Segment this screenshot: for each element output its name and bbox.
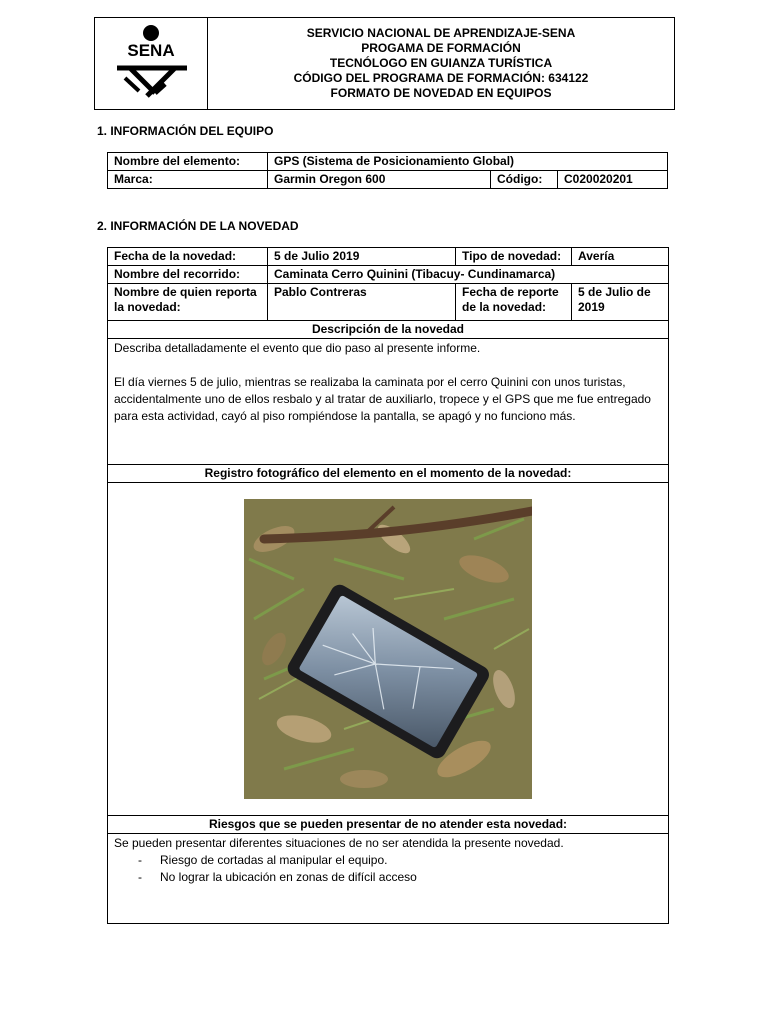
riesgo-item: - Riesgo de cortadas al manipular el equipo.	[160, 852, 662, 869]
logo-text: SENA	[127, 41, 175, 60]
riesgos-header: Riesgos que se pueden presentar de no atender esta novedad:	[108, 816, 669, 834]
header-line-5: FORMATO DE NOVEDAD EN EQUIPOS	[330, 86, 552, 100]
section-2-title: 2. INFORMACIÓN DE LA NOVEDAD	[97, 219, 299, 233]
header-line-2: PROGAMA DE FORMACIÓN	[361, 41, 521, 55]
descripcion-text: El día viernes 5 de julio, mientras se realizaba la caminata por el cerro Quinini con unos turistas, accidentalmente uno de ellos resbalo y al tratar de auxiliarlo, tropece y el GPS que me fue entregado para esta actividad, cayó al piso rompiéndose la pantalla, se apagó y no funciono más.	[114, 375, 651, 423]
descripcion-prompt: Describa detalladamente el evento que dio paso al presente informe.	[114, 341, 481, 355]
fecha-reporte-value: 5 de Julio de 2019	[572, 284, 669, 321]
codigo-label: Código:	[491, 171, 558, 189]
nombre-label: Nombre del elemento:	[108, 153, 268, 171]
nombre-value: GPS (Sistema de Posicionamiento Global)	[268, 153, 668, 171]
header-line-1: SERVICIO NACIONAL DE APRENDIZAJE-SENA	[306, 26, 576, 40]
sena-logo	[95, 18, 207, 105]
foto-cell	[108, 483, 669, 816]
riesgo-item: - No lograr la ubicación en zonas de difícil acceso	[160, 869, 662, 886]
tipo-value: Avería	[572, 248, 669, 266]
fecha-label: Fecha de la novedad:	[108, 248, 268, 266]
header-line-3: TECNÓLOGO EN GUIANZA TURÍSTICA	[329, 56, 553, 70]
riesgos-intro: Se pueden presentar diferentes situaciones de no ser atendida la presente novedad.	[114, 836, 564, 850]
novedad-table	[107, 247, 669, 924]
marca-value: Garmin Oregon 600	[268, 171, 491, 189]
header-table	[94, 17, 675, 110]
header-title-cell	[208, 18, 675, 110]
reporta-value: Pablo Contreras	[268, 284, 456, 321]
tipo-label: Tipo de novedad:	[456, 248, 572, 266]
equipment-table	[107, 152, 668, 189]
descripcion-header: Descripción de la novedad	[108, 321, 669, 339]
codigo-value: C020020201	[558, 171, 668, 189]
foto-header: Registro fotográfico del elemento en el momento de la novedad:	[108, 465, 669, 483]
logo-cell	[95, 18, 208, 110]
section-1-title: 1. INFORMACIÓN DEL EQUIPO	[97, 124, 274, 138]
riesgos-cell	[108, 834, 669, 924]
recorrido-label: Nombre del recorrido:	[108, 266, 268, 284]
descripcion-cell	[108, 339, 669, 465]
reporta-label: Nombre de quien reporta la novedad:	[108, 284, 268, 321]
recorrido-value: Caminata Cerro Quinini (Tibacuy- Cundinamarca)	[268, 266, 669, 284]
fecha-value: 5 de Julio 2019	[268, 248, 456, 266]
riesgos-list	[114, 852, 662, 886]
broken-gps-photo	[244, 499, 532, 799]
fecha-reporte-label: Fecha de reporte de la novedad:	[456, 284, 572, 321]
header-line-4: CÓDIGO DEL PROGRAMA DE FORMACIÓN: 634122	[293, 71, 589, 85]
marca-label: Marca:	[108, 171, 268, 189]
